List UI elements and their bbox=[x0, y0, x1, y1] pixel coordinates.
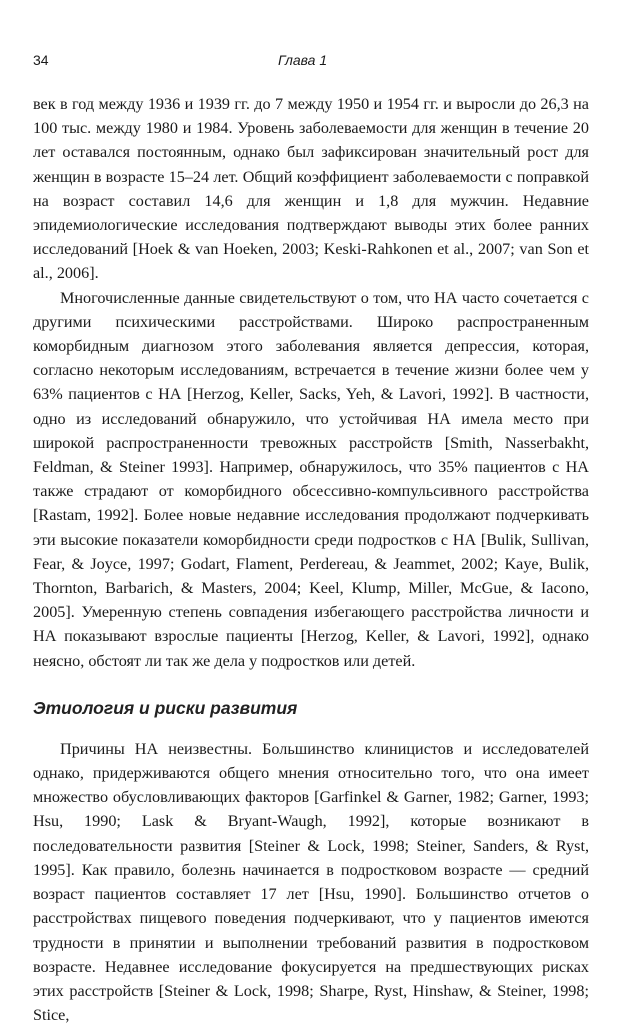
paragraph-3: Причины НА неизвестны. Большинство клиницистов и исследователей однако, придерживаются общего мнения относительно того, что она имеет множество обусловливающих факторов [Garfinkel & Garner, 1982; Garner, 1993; Hsu, 1990; Lask & Bryant-Waugh, 1992], которые возникают в последовательности развития [Steiner & Lock, 1998; Steiner, Sanders, & Ryst, 1995]. Как правило, болезнь начинается в подростковом возрасте — средний возраст пациентов составляет 17 лет [Hsu, 1990]. Большинство отчетов о расстройствах пищевого поведения подчеркивают, что у пациентов имеются трудности в принятии и выполнении требований развития в подростковом возрасте. Недавнее исследование фокусируется на предшествующих рисках этих расстройств [Steiner & Lock, 1998; Sharpe, Ryst, Hinshaw, & Steiner, 1998; Stice, bbox=[33, 739, 589, 1025]
section-heading: Этиология и риски развития bbox=[33, 697, 298, 718]
page-header bbox=[0, 52, 625, 76]
paragraph-2: Многочисленные данные свидетельствуют о том, что НА часто сочетается с другими психическими расстройствами. Широко распространенным коморбидным диагнозом этого заболевания является депрессия, которая, согласно некоторым исследованиям, встречается в течение жизни более чем у 63% пациентов с НА [Herzog, Keller, Sacks, Yeh, & Lavori, 1992]. В частности, одно из исследований обнаружило, что устойчивая НА имела место при широкой распространенности тревожных расстройств [Smith, Nasserbakht, Feldman, & Steiner 1993]. Например, обнаружилось, что 35% пациентов с НА также страдают от коморбидного обсессивно-компульсивного расстройства [Rastam, 1992]. Более новые недавние исследования продолжают подчеркивать эти высокие показатели коморбидности среди подростков с НА [Bulik, Sullivan, Fear, & Joyce, 1997; Godart, Flament, Perdereau, & Jeammet, 2002; Kaye, Bulik, Thornton, Barbarich, & Masters, 2004; Keel, Klump, Miller, McGue, & Iacono, 2005]. Умеренную степень совпадения избегающего расстройства личности и НА показывают взрослые пациенты [Herzog, Keller, & Lavori, 1992], однако неясно, обстоят ли так же дела у подростков или детей. bbox=[33, 288, 589, 670]
running-head: Глава 1 bbox=[278, 52, 328, 68]
paragraph-1: век в год между 1936 и 1939 гг. до 7 между 1950 и 1954 гг. и выросли до 26,3 на 100 тыс. между 1980 и 1984. Уровень заболеваемости для женщин в течение 20 лет оставался постоянным, однако был зафиксирован значительный рост для женщин в возрасте 15–24 лет. Общий коэффициент заболеваемости с поправкой на возраст составил 14,6 для женщин и 1,8 для мужчин. Недавние эпидемиологические исследования подтверждают выводы этих более ранних исследований [Hoek & van Hoeken, 2003; Keski-Rahkonen et al., 2007; van Son et al., 2006]. bbox=[33, 95, 589, 283]
page-body bbox=[33, 92, 589, 1027]
page-number: 34 bbox=[33, 52, 49, 68]
